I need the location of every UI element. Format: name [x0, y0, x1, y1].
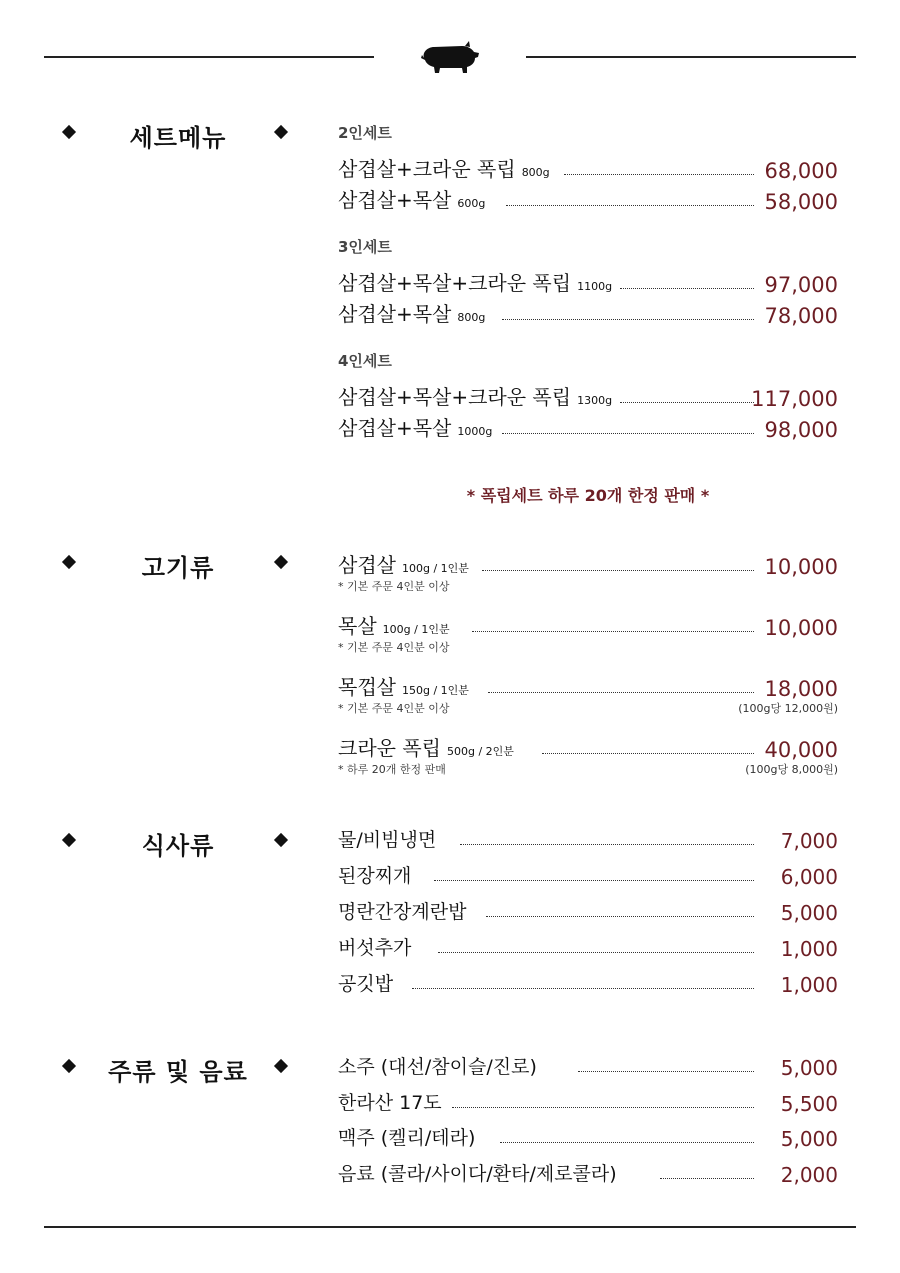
- dot-leader: [438, 952, 754, 953]
- dot-leader: [488, 692, 754, 693]
- menu-item: [338, 409, 838, 443]
- item-price: 18,000: [764, 677, 838, 701]
- item-name: 한라산 17도: [338, 1092, 442, 1114]
- item-price: 10,000: [764, 555, 838, 579]
- menu-item: [338, 295, 838, 329]
- item-price: 78,000: [764, 304, 838, 328]
- section-title: 고기류: [141, 554, 215, 582]
- item-name: 삼겹살+목살+크라운 폭립 1300g: [338, 385, 613, 409]
- dot-leader: [502, 319, 754, 320]
- dot-leader: [620, 402, 754, 403]
- section-header: [62, 118, 294, 152]
- set-group-label: 3인세트: [338, 238, 392, 256]
- item-name: 목살 100g / 1인분: [338, 614, 450, 638]
- section-title: 주류 및 음료: [108, 1058, 248, 1086]
- item-note: * 기본 주문 4인분 이상: [338, 641, 450, 654]
- menu-item: [338, 378, 838, 412]
- item-name: 크라운 폭립 500g / 2인분: [338, 736, 514, 760]
- item-price: 40,000: [764, 738, 838, 762]
- menu-item: [338, 860, 838, 890]
- item-price: 58,000: [764, 190, 838, 214]
- dot-leader: [412, 988, 754, 989]
- menu-item: [338, 181, 838, 215]
- item-name: 삼겹살+목살 800g: [338, 302, 486, 326]
- item-name: 명란간장계란밥: [338, 901, 467, 923]
- diamond-icon: [274, 555, 288, 569]
- item-price: 97,000: [764, 273, 838, 297]
- item-price: 5,000: [780, 1127, 838, 1151]
- dot-leader: [500, 1142, 754, 1143]
- item-name: 버섯추가: [338, 937, 412, 959]
- item-name: 소주 (대선/참이슬/진로): [338, 1056, 537, 1078]
- item-price: 6,000: [780, 865, 838, 889]
- section-header: [62, 1052, 294, 1086]
- item-price: 68,000: [764, 159, 838, 183]
- dot-leader: [472, 631, 754, 632]
- item-price: 7,000: [780, 829, 838, 853]
- dot-leader: [578, 1071, 754, 1072]
- footer-rule: [44, 1226, 856, 1228]
- menu-item: [338, 968, 838, 998]
- menu-item: [338, 729, 838, 763]
- item-name: 음료 (콜라/사이다/환타/제로콜라): [338, 1163, 617, 1185]
- diamond-icon: [62, 555, 76, 569]
- diamond-icon: [62, 1059, 76, 1073]
- set-group-label: 2인세트: [338, 124, 392, 142]
- menu-item: [338, 1051, 838, 1081]
- diamond-icon: [62, 833, 76, 847]
- section-header: [62, 826, 294, 860]
- dot-leader: [482, 570, 754, 571]
- menu-item: [338, 1122, 838, 1152]
- item-price: 5,500: [780, 1092, 838, 1116]
- item-price: 2,000: [780, 1163, 838, 1187]
- diamond-icon: [274, 125, 288, 139]
- item-price: 1,000: [780, 937, 838, 961]
- section-title: 식사류: [141, 832, 215, 860]
- item-name: 삼겹살+목살+크라운 폭립 1100g: [338, 271, 613, 295]
- dot-leader: [434, 880, 754, 881]
- section-title: 세트메뉴: [129, 124, 227, 152]
- menu-item: [338, 150, 838, 184]
- set-group-label: 4인세트: [338, 352, 392, 370]
- item-price: 98,000: [764, 418, 838, 442]
- item-note: * 하루 20개 한정 판매: [338, 763, 446, 776]
- item-name: 공깃밥: [338, 973, 394, 995]
- dot-leader: [660, 1178, 754, 1179]
- menu-item: [338, 896, 838, 926]
- diamond-icon: [274, 1059, 288, 1073]
- menu-item: [338, 824, 838, 854]
- dot-leader: [506, 205, 754, 206]
- item-name: 삼겹살+크라운 폭립 800g: [338, 157, 550, 181]
- item-price: 10,000: [764, 616, 838, 640]
- dot-leader: [564, 174, 754, 175]
- item-name: 삼겹살+목살 600g: [338, 188, 486, 212]
- menu-item: [338, 1158, 838, 1188]
- diamond-icon: [62, 125, 76, 139]
- dot-leader: [620, 288, 754, 289]
- section-header: [62, 548, 294, 582]
- item-name: 삼겹살 100g / 1인분: [338, 553, 469, 577]
- item-note: * 기본 주문 4인분 이상: [338, 580, 450, 593]
- menu-item: [338, 932, 838, 962]
- menu-item: [338, 264, 838, 298]
- dot-leader: [502, 433, 754, 434]
- header-rule-right: [526, 56, 856, 58]
- item-price: 1,000: [780, 973, 838, 997]
- item-name: 된장찌개: [338, 865, 412, 887]
- menu-item: [338, 607, 838, 641]
- item-name: 삼겹살+목살 1000g: [338, 416, 493, 440]
- item-name: 목껍살 150g / 1인분: [338, 675, 469, 699]
- dot-leader: [486, 916, 754, 917]
- item-name: 물/비빔냉면: [338, 829, 437, 851]
- item-name: 맥주 (켈리/테라): [338, 1127, 476, 1149]
- set-notice: * 폭립세트 하루 20개 한정 판매 *: [466, 486, 710, 505]
- diamond-icon: [274, 833, 288, 847]
- menu-item: [338, 546, 838, 580]
- item-price: 5,000: [780, 1056, 838, 1080]
- header-rule-left: [44, 56, 374, 58]
- unit-price: (100g당 8,000원): [745, 763, 838, 776]
- item-price: 5,000: [780, 901, 838, 925]
- dot-leader: [452, 1107, 754, 1108]
- menu-item: [338, 1087, 838, 1117]
- menu-item: [338, 668, 838, 702]
- item-price: 117,000: [751, 387, 838, 411]
- item-note: * 기본 주문 4인분 이상: [338, 702, 450, 715]
- pig-icon: [418, 38, 482, 78]
- dot-leader: [542, 753, 754, 754]
- unit-price: (100g당 12,000원): [738, 702, 838, 715]
- dot-leader: [460, 844, 754, 845]
